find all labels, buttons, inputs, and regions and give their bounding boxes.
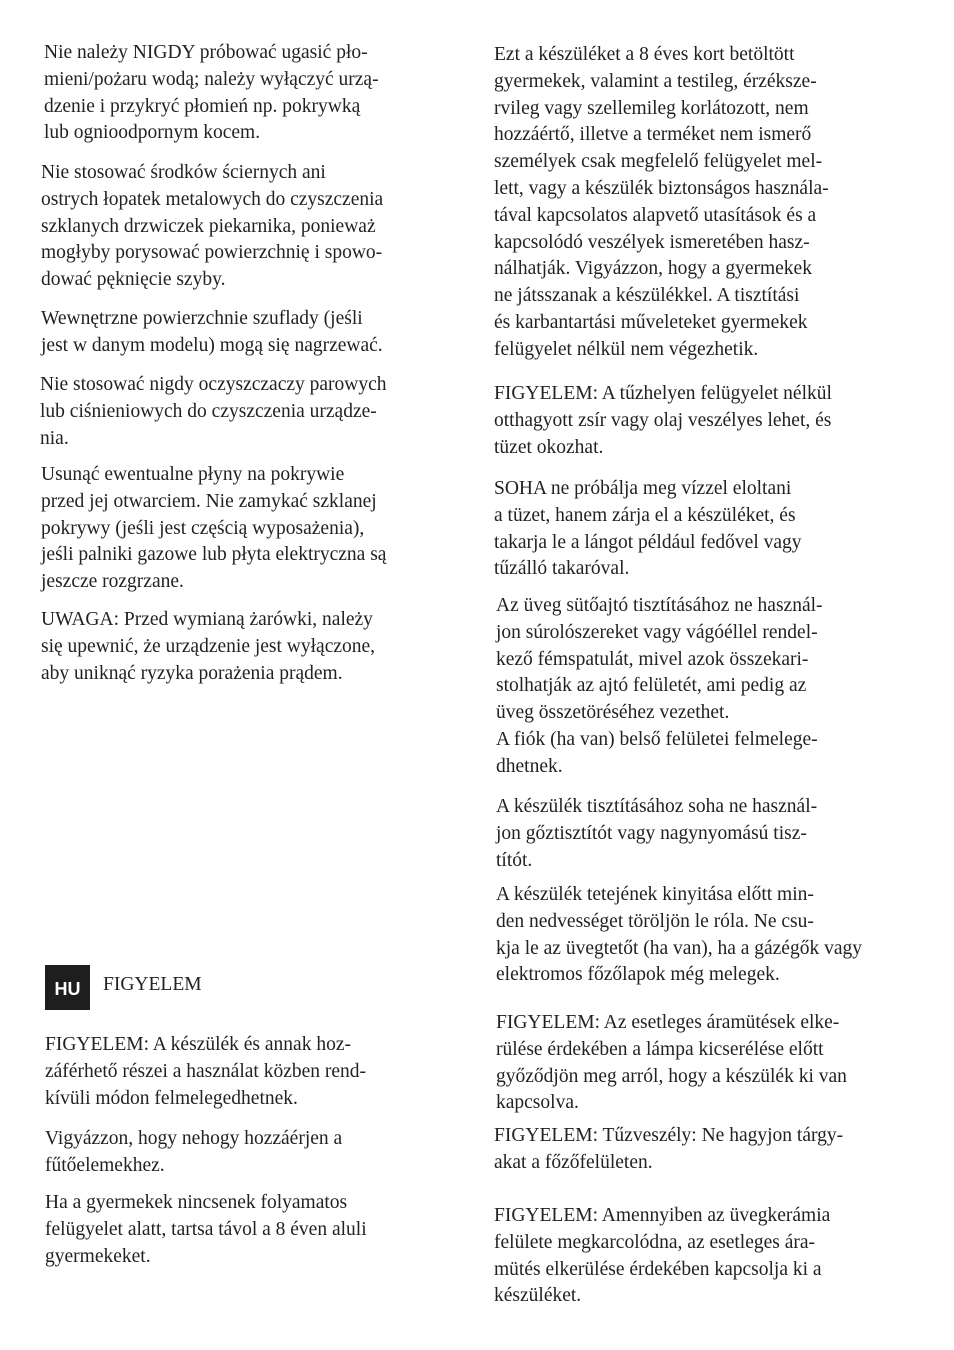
text-line: jon gőztisztítót vagy nagynyomású tisz- (496, 822, 807, 844)
text-line: személyek csak megfelelő felügyelet mel- (494, 151, 823, 173)
text-line: stolhatják az ajtó felületét, ami pedig az (496, 675, 807, 697)
hu-right-paragraph-9 (494, 1203, 830, 1310)
text-line: akat a főzőfelületen. (494, 1151, 653, 1173)
text-line: FIGYELEM: A tűzhelyen felügyelet nélkül (494, 383, 832, 404)
pl-paragraph-2 (41, 160, 383, 294)
text-line: nia. (40, 427, 69, 449)
text-line: Az üveg sütőajtó tisztításához ne használ- (496, 595, 823, 616)
text-line: tüzet okozhat. (494, 436, 604, 458)
text-line: kapcsolódó veszélyek ismeretében hasz- (494, 231, 810, 253)
pl-paragraph-4 (40, 372, 387, 452)
text-line: FIGYELEM: Amennyiben az üvegkerámia (494, 1205, 831, 1226)
text-line: felülete megkarcolódna, az esetleges ára- (494, 1231, 816, 1253)
text-line: lub ciśnieniowych do czyszczenia urządze- (40, 400, 377, 422)
text-line: jest w danym modelu) mogą się nagrzewać. (41, 334, 383, 356)
text-line: Nie stosować środków ściernych ani (41, 162, 326, 183)
text-line: Ha a gyermekek nincsenek folyamatos (45, 1192, 348, 1213)
hu-right-paragraph-3 (494, 476, 802, 583)
hu-right-paragraph-6 (496, 882, 862, 989)
text-line: jon súrolószereket vagy vágóéllel rendel- (496, 621, 818, 643)
text-line: kívüli módon felmelegedhetnek. (45, 1087, 298, 1109)
text-line: UWAGA: Przed wymianą żarówki, należy (41, 609, 373, 630)
pl-paragraph-6 (41, 607, 375, 687)
text-line: üveg összetöréséhez vezethet. (496, 702, 730, 724)
text-line: felügyelet nélkül nem végezhetik. (494, 338, 759, 360)
text-line: kező fémspatulát, mivel azok összekari- (496, 648, 809, 670)
text-line: A készülék tetejének kinyitása előtt min- (496, 884, 814, 905)
text-line: ostrych łopatek metalowych do czyszczenia (41, 188, 384, 210)
text-line: nálhatják. Vigyázzon, hogy a gyermekek (494, 258, 812, 280)
text-line: mütés elkerülése érdekében kapcsolja ki a (494, 1258, 822, 1280)
text-line: kapcsolva. (496, 1092, 579, 1114)
text-line: lub ognioodpornym kocem. (44, 122, 261, 144)
hu-right-paragraph-5 (496, 794, 817, 874)
hu-paragraph-3 (45, 1190, 367, 1270)
text-line: Nie stosować nigdy oczyszczaczy parowych (40, 374, 387, 395)
text-line: hozzáértő, illetve a terméket nem ismerő (494, 124, 812, 146)
text-line: FIGYELEM: Az esetleges áramütések elke- (496, 1012, 840, 1033)
text-line: fűtőelemekhez. (45, 1154, 165, 1176)
text-line: SOHA ne próbálja meg vízzel eloltani (494, 478, 792, 499)
text-line: dzenie i przykryć płomień np. pokrywką (44, 95, 361, 117)
hu-right-paragraph-8 (494, 1123, 843, 1177)
text-line: Ezt a készüléket a 8 éves kort betöltött (494, 44, 795, 65)
language-badge-hu: HU (45, 965, 90, 1010)
text-line: szklanych drzwiczek piekarnika, ponieważ (41, 215, 376, 237)
hu-right-paragraph-1 (494, 42, 829, 364)
text-line: kja le az üvegtetőt (ha van), ha a gázégők vagy (496, 937, 862, 959)
text-line: mieni/pożaru wodą; należy wyłączyć urzą- (44, 68, 379, 90)
text-line: elektromos főzőlapok még melegek. (496, 964, 780, 986)
text-line: jeśli palniki gazowe lub płyta elektryczna są (41, 544, 387, 566)
text-line: pokrywy (jeśli jest częścią wyposażenia), (41, 517, 365, 539)
text-line: títót. (496, 849, 533, 871)
text-line: Vigyázzon, hogy nehogy hozzáérjen a (45, 1128, 343, 1149)
hu-right-paragraph-7 (496, 1010, 847, 1117)
hu-right-paragraph-2 (494, 381, 832, 461)
text-line: ne játsszanak a készülékkel. A tisztítási (494, 285, 800, 307)
hu-paragraph-2 (45, 1126, 342, 1180)
text-line: jeszcze rozgrzane. (41, 571, 184, 593)
pl-paragraph-1 (44, 40, 379, 147)
text-line: lett, vagy a készülék biztonságos használa- (494, 177, 829, 199)
text-line: A készülék tisztításához soha ne használ- (496, 796, 818, 817)
pl-paragraph-5 (41, 462, 386, 596)
text-line: takarja le a lángot például fedővel vagy (494, 531, 802, 553)
text-line: Nie należy NIGDY próbować ugasić pło- (44, 42, 368, 63)
text-line: Wewnętrzne powierzchnie szuflady (jeśli (41, 308, 363, 329)
text-line: győződjön meg arról, hogy a készülék ki van (496, 1065, 847, 1087)
text-line: rülése érdekében a lámpa kicserélése előtt (496, 1038, 824, 1060)
section-heading: FIGYELEM (103, 974, 202, 995)
text-line: się upewnić, że urządzenie jest wyłączone, (41, 635, 376, 657)
text-line: A fiók (ha van) belső felületei felmelege- (496, 728, 818, 750)
text-line: otthagyott zsír vagy olaj veszélyes lehet, és (494, 409, 832, 431)
text-line: Usunąć ewentualne płyny na pokrywie (41, 464, 345, 485)
text-line: mogłyby porysować powierzchnię i spowo- (41, 242, 383, 264)
text-line: felügyelet alatt, tartsa távol a 8 éven aluli (45, 1218, 367, 1240)
text-line: gyermekek, valamint a testileg, érzéksze- (494, 70, 817, 92)
text-line: den nedvességet töröljön le róla. Ne csu- (496, 910, 814, 932)
text-line: tűzálló takaróval. (494, 558, 630, 580)
text-line: rvileg vagy szellemileg korlátozott, nem (494, 97, 809, 119)
text-line: dhetnek. (496, 755, 563, 777)
text-line: dować pęknięcie szyby. (41, 269, 226, 291)
text-line: tával kapcsolatos alapvető utasítások és a (494, 204, 817, 226)
hu-right-paragraph-4 (496, 593, 823, 781)
text-line: gyermekeket. (45, 1245, 151, 1267)
text-line: és karbantartási műveleteket gyermekek (494, 311, 808, 333)
text-line: záférhető részei a használat közben rend- (45, 1060, 367, 1082)
text-line: FIGYELEM: A készülék és annak hoz- (45, 1034, 351, 1055)
hu-paragraph-1 (45, 1032, 366, 1112)
text-line: przed jej otwarciem. Nie zamykać szklanej (41, 490, 377, 512)
text-line: FIGYELEM: Tűzveszély: Ne hagyjon tárgy- (494, 1125, 844, 1146)
text-line: a tüzet, hanem zárja el a készüléket, és (494, 504, 796, 526)
text-line: készüléket. (494, 1285, 582, 1307)
text-line: aby uniknąć ryzyka porażenia prądem. (41, 662, 343, 684)
pl-paragraph-3 (41, 306, 383, 360)
